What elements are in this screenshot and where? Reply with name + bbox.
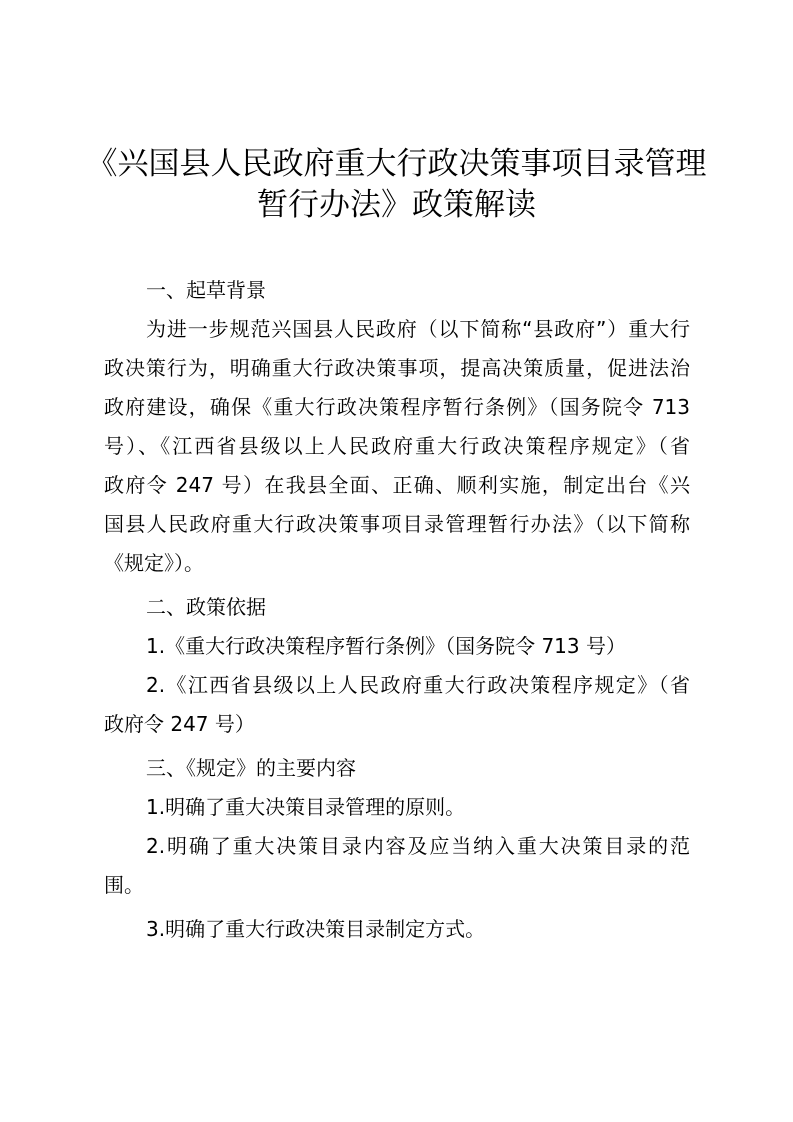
section-1-line-4: 号）、《江西省县级以上人民政府重大行政决策程序规定》（省 — [104, 434, 690, 458]
section-1-line-2: 政决策行为，明确重大行政决策事项，提高决策质量，促进法治 — [104, 356, 690, 380]
section-1-line-1: 为进一步规范兴国县人民政府（以下简称“县政府”）重大行 — [146, 317, 690, 341]
section-1-line-3: 政府建设，确保《重大行政决策程序暂行条例》（国务院令 713 — [104, 395, 690, 419]
section-2-item-1: 1.《重大行政决策程序暂行条例》（国务院令 713 号） — [146, 634, 626, 658]
section-2-heading: 二、政策依据 — [146, 595, 266, 619]
document-title-line-2: 暂行办法》政策解读 — [257, 187, 536, 223]
section-1-heading: 一、起草背景 — [146, 278, 266, 302]
section-3-item-2-line-2: 围。 — [104, 873, 144, 897]
section-2-item-2-line-1: 2.《江西省县级以上人民政府重大行政决策程序规定》（省 — [146, 673, 690, 697]
section-1-line-5: 政府令 247 号）在我县全面、正确、顺利实施，制定出台《兴 — [104, 473, 690, 497]
section-3-item-2-line-1: 2.明确了重大决策目录内容及应当纳入重大决策目录的范 — [146, 834, 690, 858]
section-2-item-2-line-2: 政府令 247 号） — [104, 712, 255, 736]
section-3-item-1: 1.明确了重大决策目录管理的原则。 — [146, 795, 466, 819]
section-1-line-7: 《规定》）。 — [104, 551, 204, 575]
section-3-heading: 三、《规定》的主要内容 — [146, 756, 356, 780]
section-1-line-6: 国县人民政府重大行政决策事项目录管理暂行办法》（以下简称 — [104, 512, 690, 536]
document-title-line-1: 《兴国县人民政府重大行政决策事项目录管理 — [86, 146, 707, 182]
section-3-item-3: 3.明确了重大行政决策目录制定方式。 — [146, 917, 486, 941]
